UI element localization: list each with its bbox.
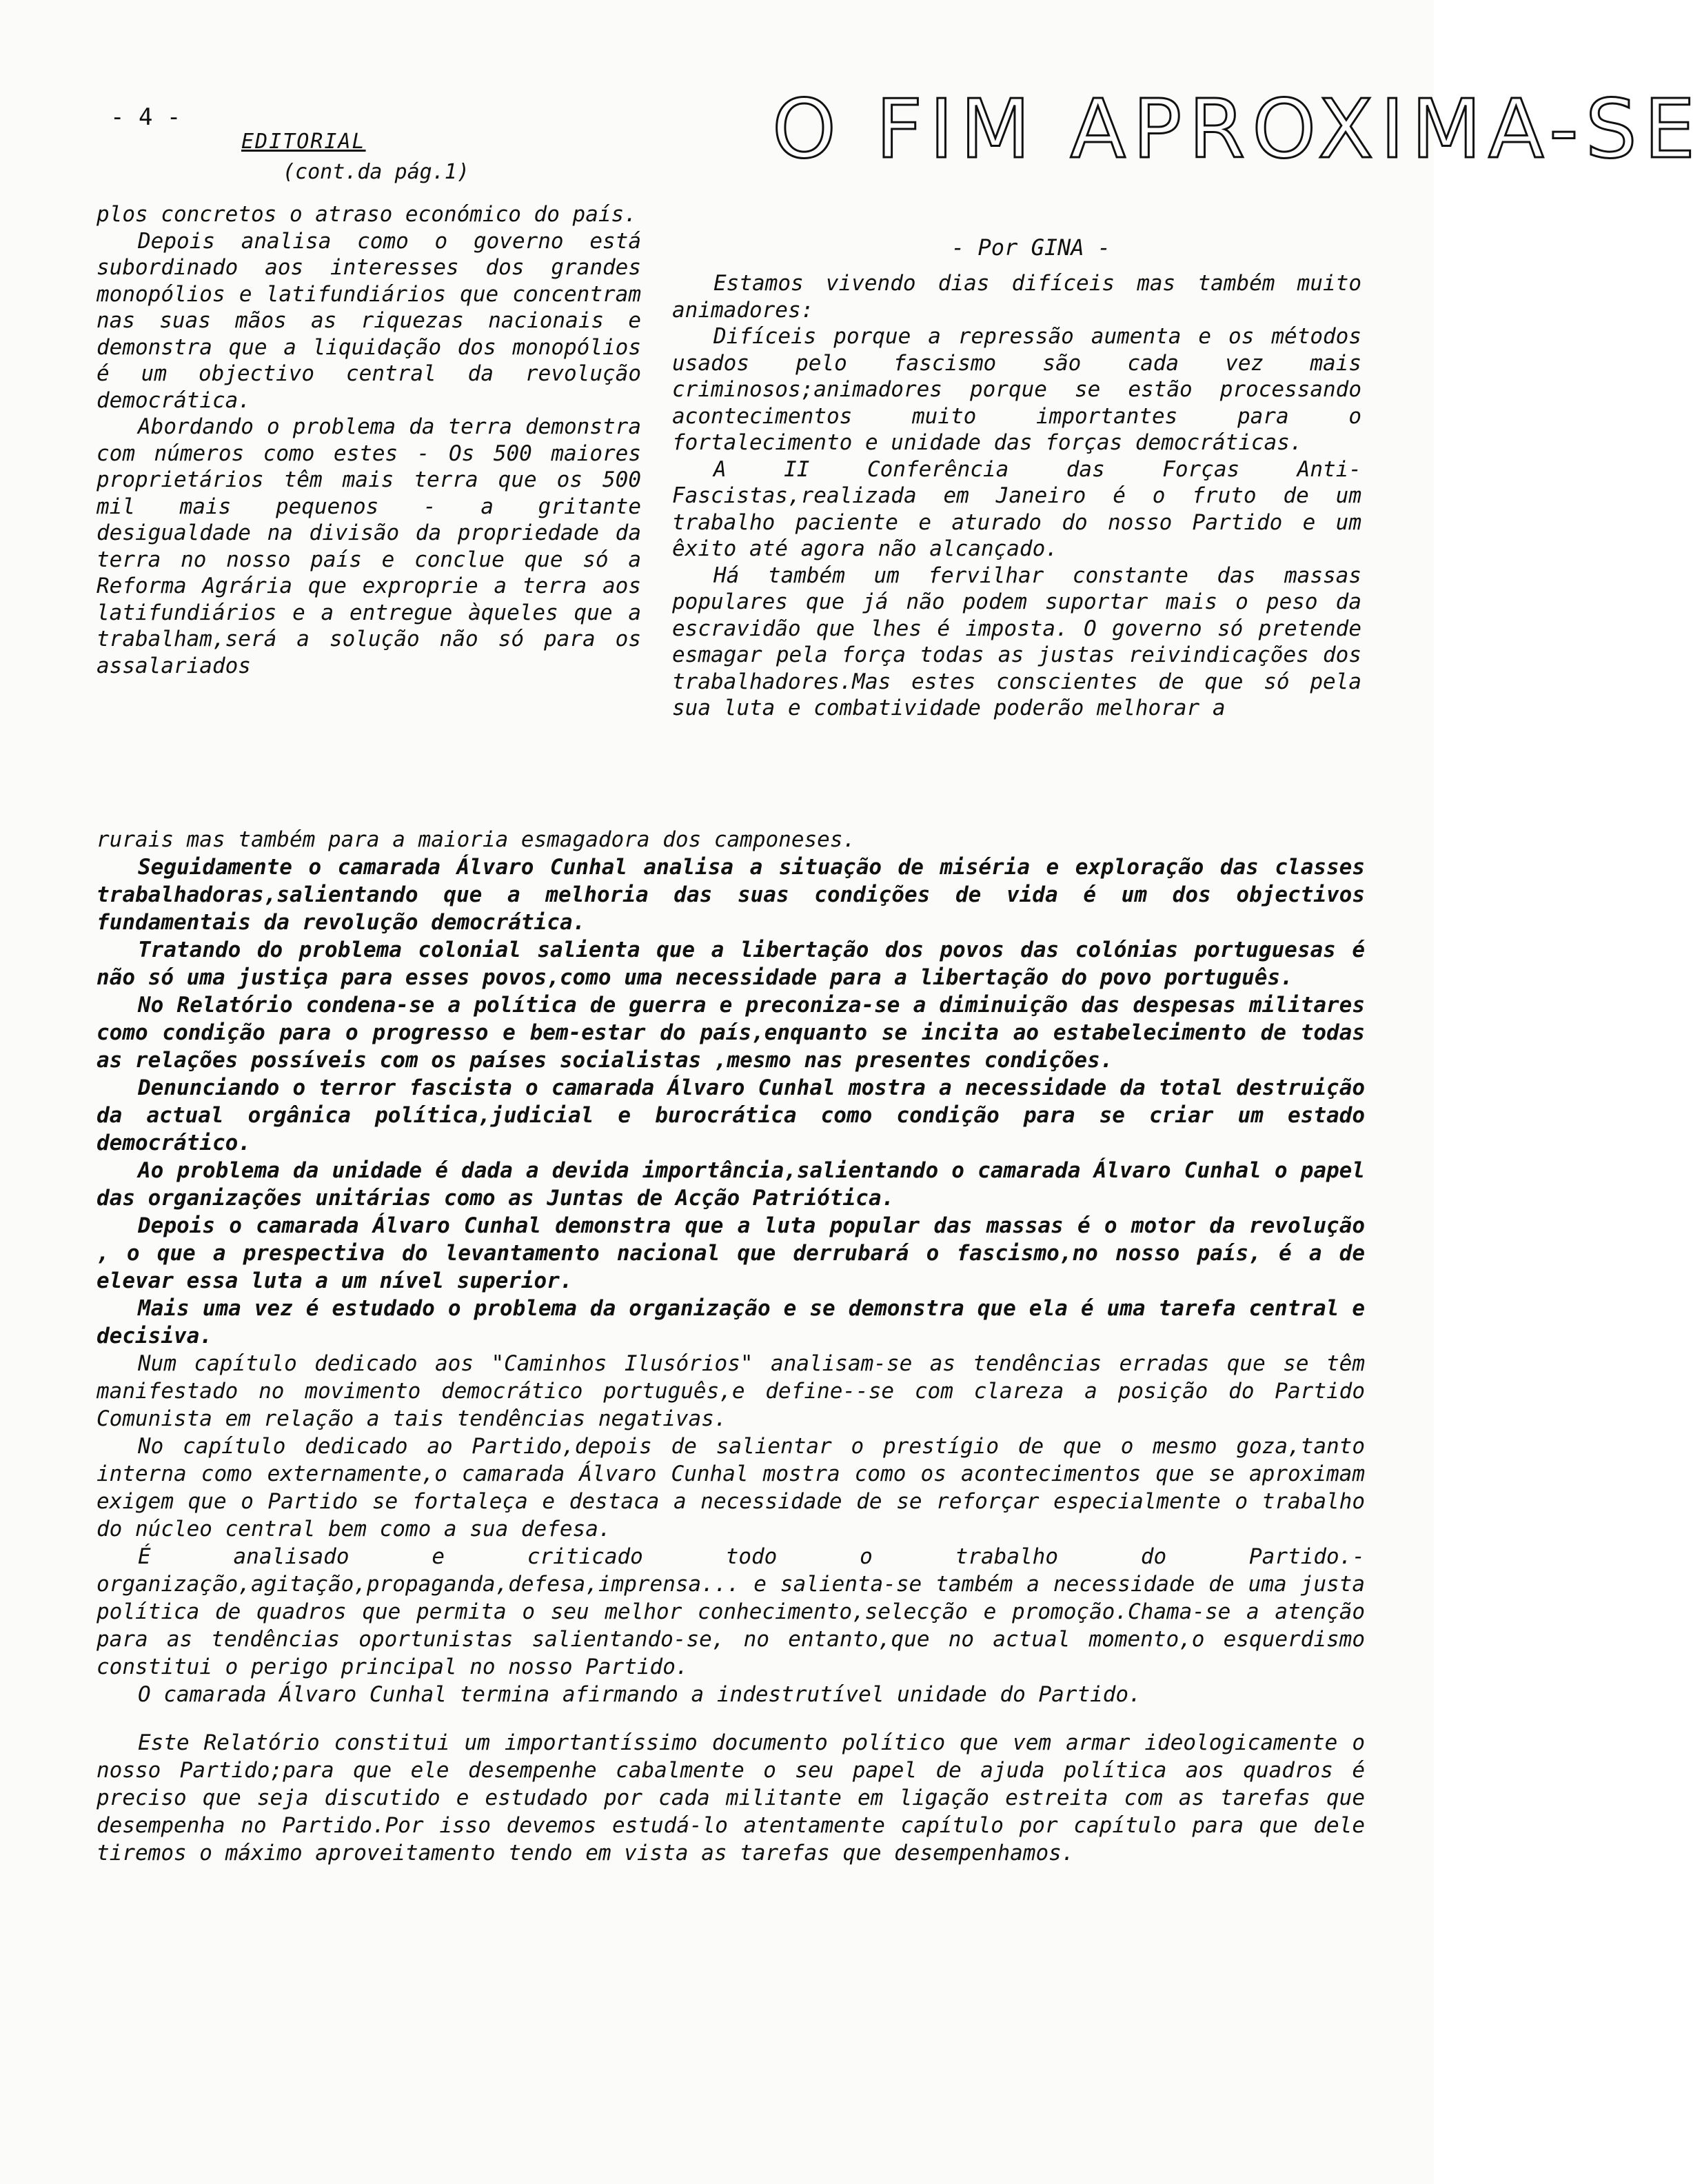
left-column — [97, 201, 641, 679]
page-number: - 4 - — [110, 103, 181, 131]
body-paragraph: Este Relatório constitui um importantíssimo documento político que vem armar ideologicamente o nosso Partido;para que ele desempenhe cabalmente o seu papel de ajuda política aos quadros é preciso que seja discutido e estudado por cada militante em ligação estreita com as tarefas que desempenha no Partido.Por isso devemos estudá-lo atentamente capítulo por capítulo para que dele tiremos o máximo aproveitamento tendo em vista as tarefas que desempenhamos. — [97, 1730, 1365, 1866]
byline: - Por GINA - — [951, 234, 1111, 261]
right-paragraph: Difíceis porque a repressão aumenta e os métodos usados pelo fascismo são cada vez mais criminosos;animadores porque se estão processando acontecimentos muito importantes para o fortalecimento e unidade das forças democráticas. — [672, 324, 1361, 455]
body-paragraph: É analisado e criticado todo o trabalho do Partido.- organização,agitação,propaganda,defesa,imprensa... e salienta-se também a necessidade de uma justa política de quadros que permita o seu melhor conhecimento,selecção e promoção.Chama-se a atenção para as tendências oportunistas salientando-se, no entanto,que no actual momento,o esquerdismo constitui o perigo principal no nosso Partido. — [97, 1544, 1365, 1679]
body-paragraph: O camarada Álvaro Cunhal termina afirmando a indestrutível unidade do Partido. — [138, 1682, 1142, 1707]
body-paragraph: Denunciando o terror fascista o camarada Álvaro Cunhal mostra a necessidade da total destruição da actual orgânica política,judicial e burocrática como condição para se criar um estado democrático. — [97, 1075, 1365, 1155]
body-paragraph: Ao problema da unidade é dada a devida importância,salientando o camarada Álvaro Cunhal o papel das organizações unitárias como as Juntas de Acção Patriótica. — [97, 1158, 1365, 1211]
section-label: EDITORIAL — [241, 130, 366, 154]
right-paragraph: Estamos vivendo dias difíceis mas também muito animadores: — [672, 271, 1361, 323]
body-paragraph: Mais uma vez é estudado o problema da organização e se demonstra que ela é uma tarefa central e decisiva. — [97, 1296, 1365, 1348]
left-paragraph: plos concretos o atraso económico do país. — [97, 202, 637, 227]
body-paragraph: Seguidamente o camarada Álvaro Cunhal analisa a situação de miséria e exploração das classes trabalhadoras,salientando que a melhoria das suas condições de vida é um dos objectivos fundamentais da revolução democrática. — [97, 855, 1365, 935]
headline: O FIM APROXIMA-SE — [772, 81, 1702, 176]
body-paragraph: Num capítulo dedicado aos "Caminhos Ilusórios" analisam-se as tendências erradas que se têm manifestado no movimento democrático português,e define--se com clareza a posição do Partido Comunista em relação a tais tendências negativas. — [97, 1351, 1365, 1431]
section-continuation: (cont.da pág.1) — [283, 160, 469, 184]
body-paragraph: Tratando do problema colonial salienta que a libertação dos povos das colónias portuguesas é não só uma justiça para esses povos,como uma necessidade para a libertação do povo português. — [97, 938, 1365, 990]
right-paragraph: Há também um fervilhar constante das massas populares que já não podem suportar mais o peso da escravidão que lhes é imposta. O governo só pretende esmagar pela força todas as justas reivindicações dos trabalhadores.Mas estes conscientes de que só pela sua luta e combatividade poderão melhorar a — [672, 563, 1361, 720]
full-width-text — [97, 826, 1365, 1867]
right-column — [672, 270, 1361, 722]
body-paragraph: No Relatório condena-se a política de guerra e preconiza-se a diminuição das despesas militares como condição para o progresso e bem-estar do país,enquanto se incita ao estabelecimento de todas as relações possíveis com os países socialistas ,mesmo nas presentes condições. — [97, 993, 1365, 1073]
body-paragraph: rurais mas também para a maioria esmagadora dos camponeses. — [97, 827, 856, 852]
body-paragraph: Depois o camarada Álvaro Cunhal demonstra que a luta popular das massas é o motor da revolução , o que a prespectiva do levantamento nacional que derrubará o fascismo,no nosso país, é a de elevar essa luta a um nível superior. — [97, 1213, 1365, 1293]
left-paragraph: Abordando o problema da terra demonstra com números como estes - Os 500 maiores proprietários têm mais terra que os 500 mil mais pequenos - a gritante desigualdade na divisão da propriedade da terra no nosso país e conclue que só a Reforma Agrária que exproprie a terra aos latifundiários e a entregue àqueles que a trabalham,será a solução não só para os assalariados — [97, 414, 641, 678]
left-paragraph: Depois analisa como o governo está subordinado aos interesses dos grandes monopólios e latifundiários que concentram nas suas mãos as riquezas nacionais e demonstra que a liquidação dos monopólios é um objectivo central da revolução democrática. — [97, 228, 641, 413]
right-paragraph: A II Conferência das Forças Anti-Fascistas,realizada em Janeiro é o fruto de um trabalho paciente e aturado do nosso Partido e um êxito até agora não alcançado. — [672, 456, 1361, 561]
body-paragraph: No capítulo dedicado ao Partido,depois de salientar o prestígio de que o mesmo goza,tanto interna como externamente,o camarada Álvaro Cunhal mostra como os acontecimentos que se aproximam exigem que o Partido se fortaleça e destaca a necessidade de se reforçar especialmente o trabalho do núcleo central bem como a sua defesa. — [97, 1434, 1365, 1541]
